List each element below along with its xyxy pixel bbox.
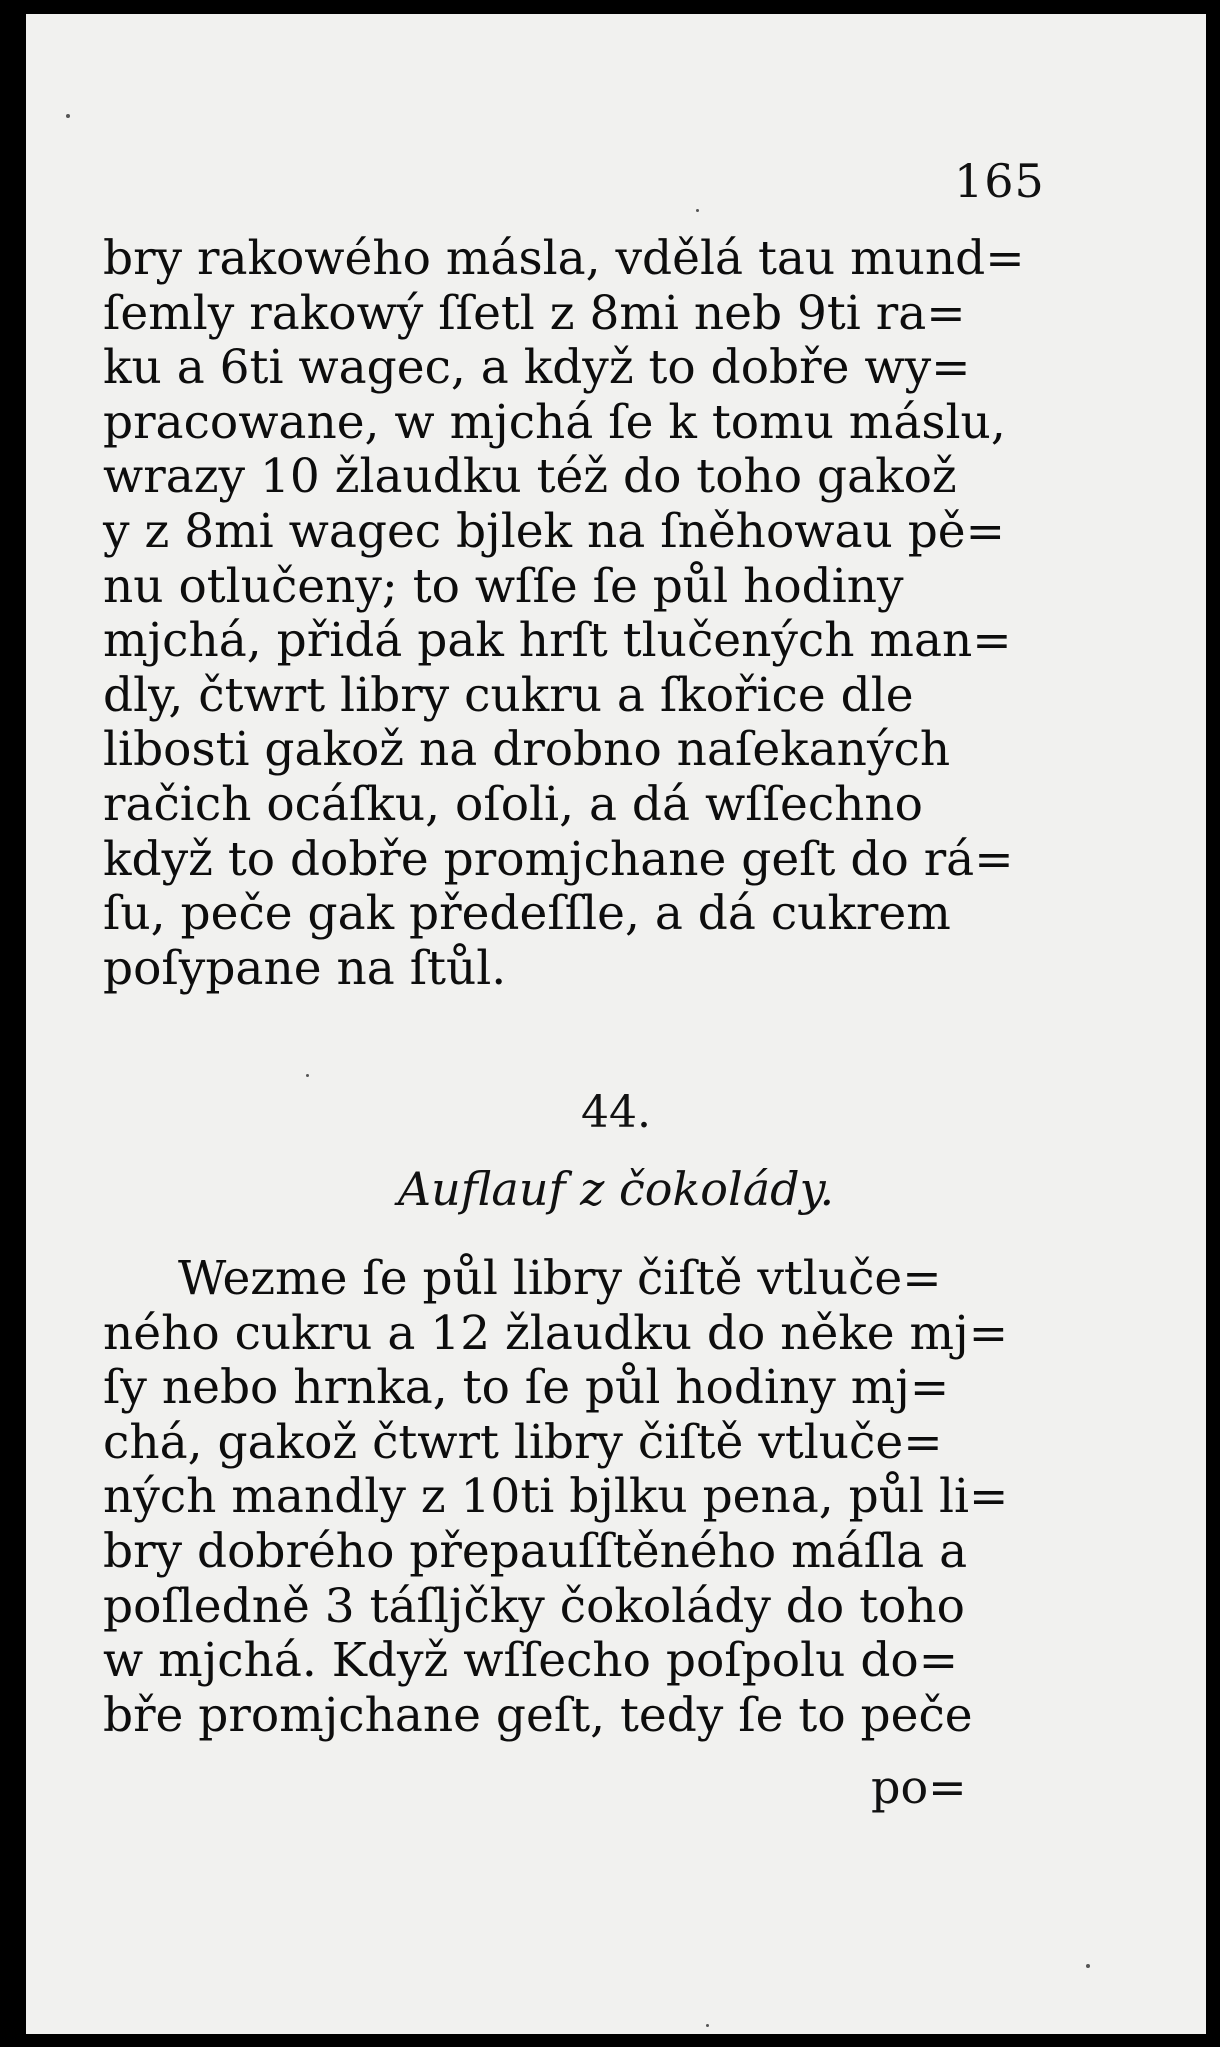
catchword: po= (871, 1760, 967, 1814)
paper-speck (306, 1074, 309, 1077)
recipe-text (103, 1252, 1033, 1743)
text-line: ſemly rakowý ſſetl z 8mi neb 9ti ra= (103, 285, 966, 341)
text-line: w mjchá. Když wſſecho poſpolu do= (103, 1633, 959, 1689)
text-line: když to dobře promjchane geſt do rá= (103, 831, 1014, 887)
recipe-text-continued (103, 232, 1033, 996)
text-line: Wezme ſe půl libry čiſtě vtluče= (178, 1251, 942, 1306)
text-line: poſledně 3 táſljčky čokolády do toho (103, 1578, 965, 1634)
text-line: mjchá, přidá pak hrſt tlučených man= (103, 613, 1012, 669)
paper-speck (706, 2024, 709, 2027)
text-line: račich ocáſku, oſoli, a dá wſſechno (103, 776, 923, 832)
text-line: libosti gakož na drobno naſekaných (103, 722, 951, 778)
text-line: bry dobrého přepauſſtěného máſla a (103, 1523, 968, 1579)
book-page (26, 14, 1206, 2034)
text-line: bře promjchane geſt, tedy ſe to peče (103, 1687, 973, 1743)
paper-speck (66, 114, 70, 118)
page-number: 165 (954, 154, 1045, 208)
text-line: y z 8mi wagec bjlek na ſněhowau pě= (103, 503, 1005, 559)
text-line: ného cukru a 12 žlaudku do něke mj= (103, 1305, 1009, 1361)
recipe-number: 44. (581, 1087, 651, 1138)
text-line: ſu, peče gak předeſſle, a dá cukrem (103, 886, 951, 942)
text-line: poſypane na ſtůl. (103, 940, 507, 996)
text-line: nu otlučeny; to wſſe ſe půl hodiny (103, 558, 904, 614)
text-line: bry rakowého másla, vdělá tau mund= (103, 231, 1025, 286)
recipe-title: Auflauf z čokolády. (397, 1162, 835, 1216)
text-line: pracowane, w mjchá ſe k tomu máslu, (103, 394, 1006, 450)
text-line: ných mandly z 10ti bjlku pena, půl li= (103, 1469, 1009, 1525)
text-line: ku a 6ti wagec, a když to dobře wy= (103, 340, 971, 396)
text-line: wrazy 10 žlaudku též do toho gakož (103, 449, 957, 505)
text-line: dly, čtwrt libry cukru a ſkořice dle (103, 667, 914, 723)
text-line: ſy nebo hrnka, to ſe půl hodiny mj= (103, 1360, 950, 1416)
text-line: chá, gakož čtwrt libry čiſtě vtluče= (103, 1414, 943, 1470)
paper-speck (1086, 1964, 1090, 1968)
paper-speck (696, 209, 699, 212)
